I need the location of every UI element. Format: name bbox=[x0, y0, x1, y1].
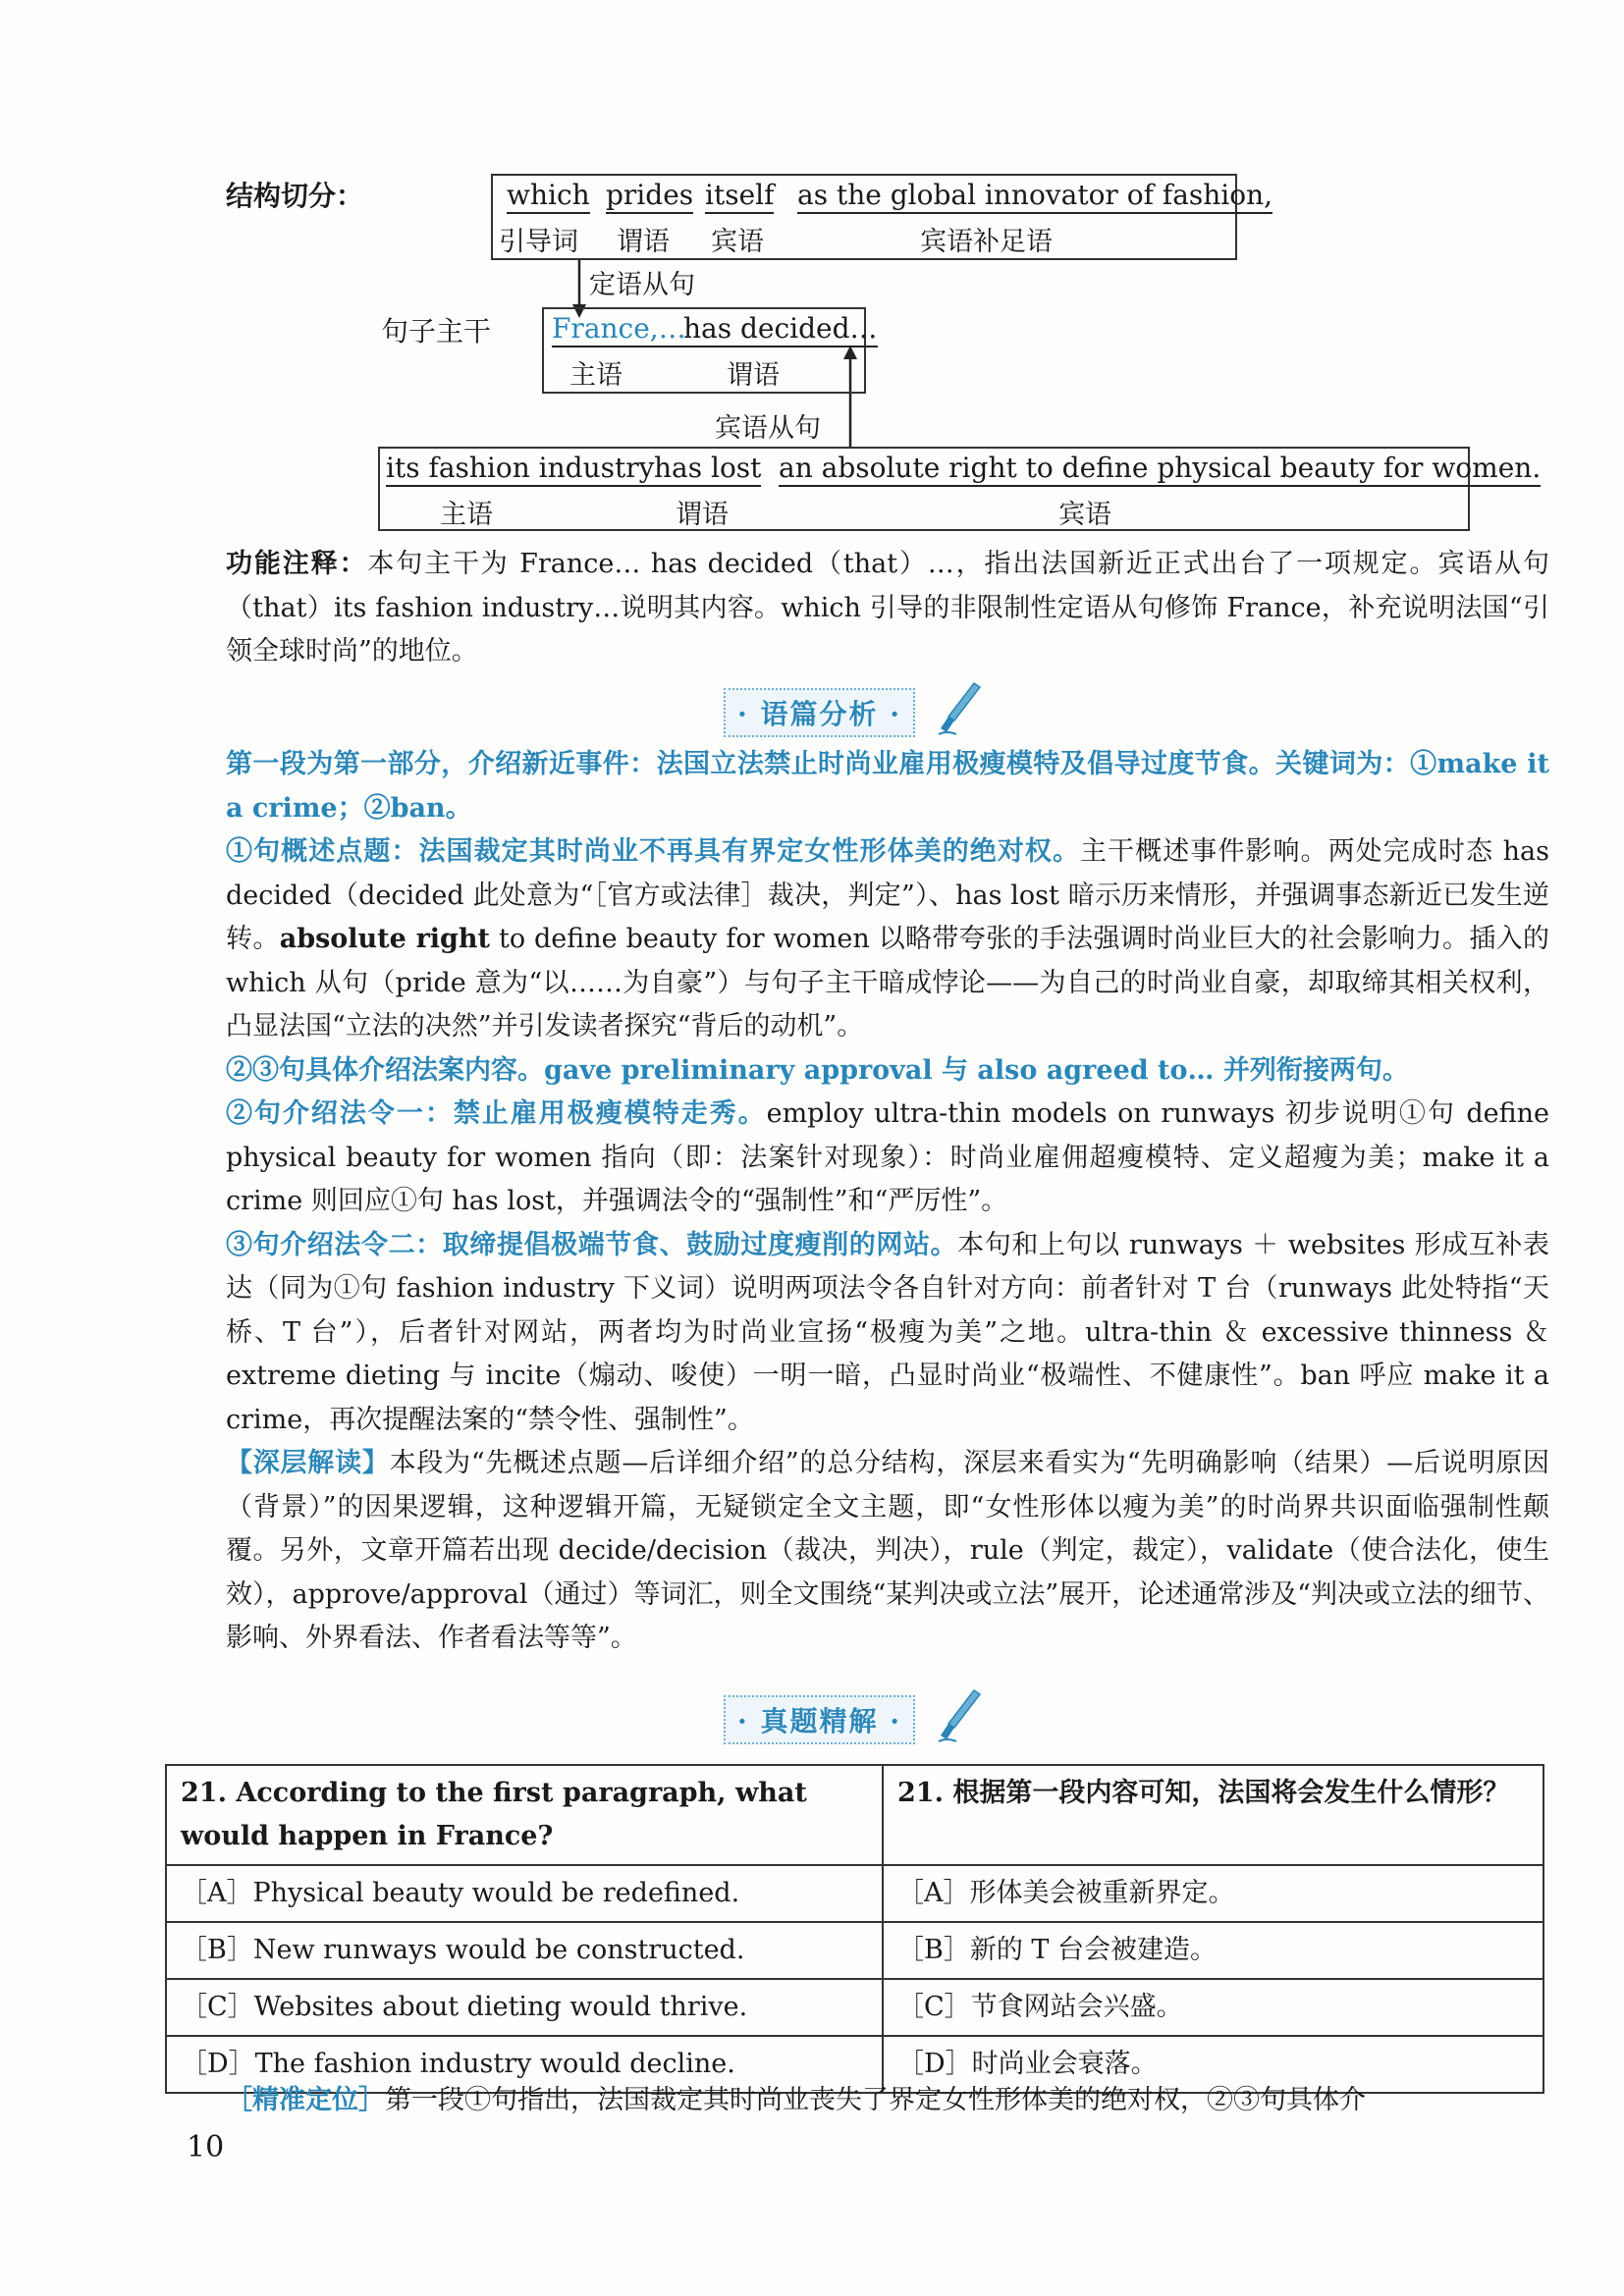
clause-role: 谓语 bbox=[617, 227, 670, 257]
analysis-p3: ②③句具体介绍法案内容。gave preliminary approval 与 also agreed to… 并列衔接两句。 bbox=[226, 1054, 1409, 1086]
obj-role: 宾语 bbox=[1058, 500, 1111, 530]
analysis-p5: ③句介绍法令二：取缔提倡极端节食、鼓励过度瘦削的网站。本句和上句以 runways ＋ websites 形成互补表达（同为①句 fashion industry 下义词）说明两项法令各自针对方向：前者针对 T 台（runways 此处特指“天桥、T 台”），后者针对网站，两者均为时尚业宣扬“极瘦为美”之地。ultra-thin ＆ excessive thinness ＆ extreme dieting 与 incite（煽动、唆使）一明一暗，凸显时尚业“极端性、不健康性”。ban 呼应 make it a crime，再次提醒法案的“禁令性、强制性”。 bbox=[226, 1229, 1549, 1435]
main-subject: France,… bbox=[552, 312, 686, 347]
analysis-p4: ②句介绍法令一：禁止雇用极瘦模特走秀。employ ultra-thin models on runways 初步说明①句 define physical beauty for women 指向（即：法案针对现象）：时尚业雇佣超瘦模特、定义超瘦为美；make it a crime 则回应①句 has lost，并强调法令的“强制性”和“严厉性”。 bbox=[226, 1098, 1549, 1216]
table-row bbox=[166, 1979, 1543, 2036]
main-role: 谓语 bbox=[727, 360, 780, 391]
structure-label: 结构切分： bbox=[226, 180, 364, 212]
analysis-p6: 【深层解读】本段为“先概述点题—后详细介绍”的总分结构，深层来看实为“先明确影响（结果）—后说明原因（背景）”的因果逻辑，这种逻辑开篇，无疑锁定全文主题，即“女性形体以瘦为美”的时尚界共识面临强制性颠覆。另外，文章开篇若出现 decide/decision（裁决，判决），rule（判定，裁定），validate（使合法化，使生效），approve/approval（通过）等词汇，则全文围绕“某判决或立法”展开，论述通常涉及“判决或立法的细节、影响、外界看法、作者看法等等”。 bbox=[226, 1448, 1549, 1653]
option-zh: ［B］新的 T 台会被建造。 bbox=[883, 1922, 1543, 1979]
main-role: 主语 bbox=[569, 360, 623, 391]
locate-head: ［精准定位］ bbox=[226, 2085, 385, 2115]
clause-word: prides bbox=[606, 179, 693, 214]
page-number: 10 bbox=[187, 2130, 225, 2164]
option-en: ［B］New runways would be constructed. bbox=[166, 1922, 883, 1979]
attr-clause-label: 定语从句 bbox=[589, 270, 695, 300]
obj-word: an absolute right to define physical beauty for women. bbox=[779, 452, 1541, 487]
question-en: 21. According to the first paragraph, what would happen in France? bbox=[166, 1765, 883, 1865]
locate-section bbox=[165, 2079, 1549, 2123]
obj-clause-label: 宾语从句 bbox=[715, 413, 821, 444]
clause-word: itself bbox=[705, 179, 774, 214]
section-title-questions: · 真题精解 · bbox=[724, 1695, 915, 1744]
clause-word: as the global innovator of fashion, bbox=[797, 179, 1272, 214]
obj-word: its fashion industry bbox=[386, 452, 654, 487]
clause-role: 宾语 bbox=[711, 227, 764, 257]
clause-word: which bbox=[507, 179, 590, 214]
obj-role: 谓语 bbox=[676, 500, 729, 530]
analysis-body bbox=[165, 743, 1549, 1661]
main-verb: has decided… bbox=[683, 312, 878, 347]
table-row bbox=[166, 1922, 1543, 1979]
function-note-label: 功能注释： bbox=[226, 549, 368, 579]
function-note-text: 本句主干为 France… has decided（that）…，指出法国新近正式出台了一项规定。宾语从句（that）its fashion industry…说明其内容。which 引导的非限制性定语从句修饰 France，补充说明法国“引领全球时尚”的地位。 bbox=[226, 549, 1550, 667]
obj-word: has lost bbox=[654, 452, 761, 487]
brush-icon bbox=[935, 679, 984, 738]
section-title-analysis: · 语篇分析 · bbox=[724, 688, 915, 737]
option-zh: ［D］时尚业会衰落。 bbox=[883, 2036, 1543, 2093]
clause-role: 引导词 bbox=[499, 227, 578, 257]
brush-icon bbox=[935, 1686, 984, 1745]
analysis-p1: 第一段为第一部分，介绍新近事件：法国立法禁止时尚业雇用极瘦模特及倡导过度节食。关键词为：①make it a crime；②ban。 bbox=[226, 749, 1549, 824]
table-row bbox=[166, 1765, 1543, 1865]
main-label: 句子主干 bbox=[381, 315, 492, 347]
clause-role: 宾语补足语 bbox=[920, 227, 1053, 257]
option-zh: ［A］形体美会被重新界定。 bbox=[883, 1865, 1543, 1922]
option-en: ［D］The fashion industry would decline. bbox=[166, 2036, 883, 2093]
locate-text: 第一段①句指出，法国裁定其时尚业丧失了界定女性形体美的绝对权，②③句具体介 bbox=[385, 2085, 1366, 2115]
option-zh: ［C］节食网站会兴盛。 bbox=[883, 1979, 1543, 2036]
option-en: ［C］Websites about dieting would thrive. bbox=[166, 1979, 883, 2036]
analysis-p2: ①句概述点题：法国裁定其时尚业不再具有界定女性形体美的绝对权。主干概述事件影响。两处完成时态 has decided（decided 此处意为“［官方或法律］裁决，判定”）、has lost 暗示历来情形，并强调事态新近已发生逆转。absolute right to define beauty for women 以略带夸张的手法强调时尚业巨大的社会影响力。插入的 which 从句（pride 意为“以……为自豪”）与句子主干暗成悖论——为自己的时尚业自豪，却取缔其相关权利，凸显法国“立法的决然”并引发读者探究“背后的动机”。 bbox=[226, 836, 1550, 1041]
obj-role: 主语 bbox=[440, 500, 493, 530]
question-zh: 21. 根据第一段内容可知，法国将会发生什么情形？ bbox=[883, 1765, 1543, 1865]
question-table bbox=[165, 1764, 1544, 2094]
function-note bbox=[165, 543, 1549, 674]
table-row bbox=[166, 1865, 1543, 1922]
option-en: ［A］Physical beauty would be redefined. bbox=[166, 1865, 883, 1922]
